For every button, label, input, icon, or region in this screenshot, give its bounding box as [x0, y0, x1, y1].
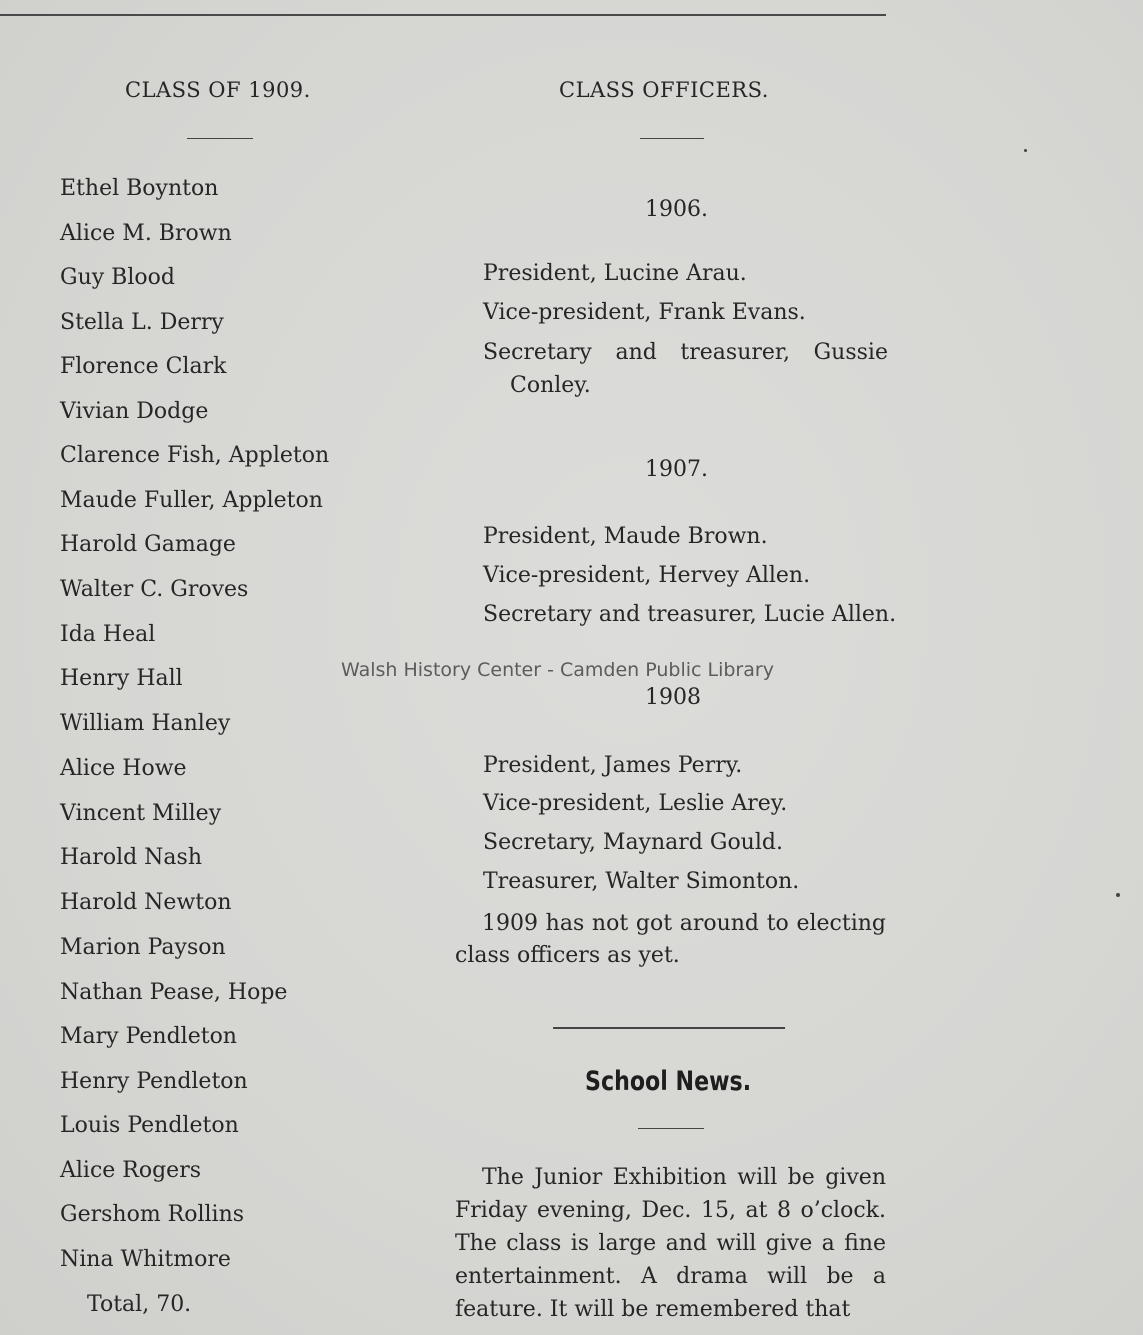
list-item: Harold Gamage: [60, 532, 236, 557]
officer-line: Treasurer, Walter Simonton.: [483, 869, 800, 894]
list-item: Florence Clark: [60, 354, 227, 379]
list-item: Vivian Dodge: [60, 399, 209, 424]
list-item: Guy Blood: [60, 265, 175, 290]
list-item: Ida Heal: [60, 622, 156, 647]
officer-line: Vice-president, Hervey Allen.: [483, 563, 811, 588]
school-news-title: School News.: [585, 1066, 752, 1097]
list-item: Louis Pendleton: [60, 1113, 239, 1138]
officer-line: President, Lucine Arau.: [483, 261, 747, 286]
officer-line: Secretary and treasurer, Lucie Allen.: [483, 602, 897, 627]
officer-line: Secretary, Maynard Gould.: [483, 830, 783, 855]
officer-line: Vice-president, Frank Evans.: [483, 300, 806, 325]
left-heading-rule: [187, 138, 253, 139]
list-item: Henry Hall: [60, 666, 183, 691]
list-item: Mary Pendleton: [60, 1024, 237, 1049]
list-item: Harold Newton: [60, 890, 232, 915]
list-item: Alice Howe: [60, 756, 187, 781]
print-speck: [1116, 893, 1120, 897]
library-watermark: Walsh History Center - Camden Public Library: [341, 659, 774, 681]
list-item: Clarence Fish, Appleton: [60, 443, 330, 468]
class-total: Total, 70.: [87, 1292, 192, 1317]
list-item: Nathan Pease, Hope: [60, 980, 288, 1005]
list-item: Vincent Milley: [60, 801, 222, 826]
list-item: Harold Nash: [60, 845, 203, 870]
right-heading-rule: [640, 138, 704, 139]
list-item: Maude Fuller, Appleton: [60, 488, 323, 513]
print-speck: [1024, 149, 1027, 152]
year-heading: 1906.: [645, 197, 708, 222]
news-title-rule: [638, 1128, 704, 1129]
list-item: Nina Whitmore: [60, 1247, 231, 1272]
class-officers-heading: CLASS OFFICERS.: [559, 78, 769, 102]
year-heading: 1907.: [645, 457, 708, 482]
class-of-1909-heading: CLASS OF 1909.: [125, 78, 311, 102]
list-item: William Hanley: [60, 711, 231, 736]
list-item: Henry Pendleton: [60, 1069, 248, 1094]
list-item: Alice M. Brown: [60, 221, 232, 246]
officer-line: Vice-president, Leslie Arey.: [483, 791, 788, 816]
list-item: Alice Rogers: [60, 1158, 202, 1183]
list-item: Stella L. Derry: [60, 310, 224, 335]
officer-line: President, Maude Brown.: [483, 524, 768, 549]
year-heading: 1908: [645, 685, 701, 710]
list-item: Ethel Boynton: [60, 176, 219, 201]
officer-line-continued: Conley.: [510, 373, 591, 398]
list-item: Walter C. Groves: [60, 577, 249, 602]
top-rule: [0, 14, 886, 16]
school-news-paragraph: The Junior Exhibition will be given Friday evening, Dec. 15, at 8 o’clock. The class is large and will give a fine entertainment. A drama will be a feature. It will be remembered that: [455, 1165, 886, 1322]
list-item: Gershom Rollins: [60, 1202, 245, 1227]
officer-line: President, James Perry.: [483, 753, 743, 778]
officer-line: Secretary and treasurer, Gussie: [483, 340, 888, 365]
list-item: Marion Payson: [60, 935, 226, 960]
section-divider: [553, 1027, 785, 1029]
officers-note: 1909 has not got around to electing class officers as yet.: [455, 911, 886, 968]
